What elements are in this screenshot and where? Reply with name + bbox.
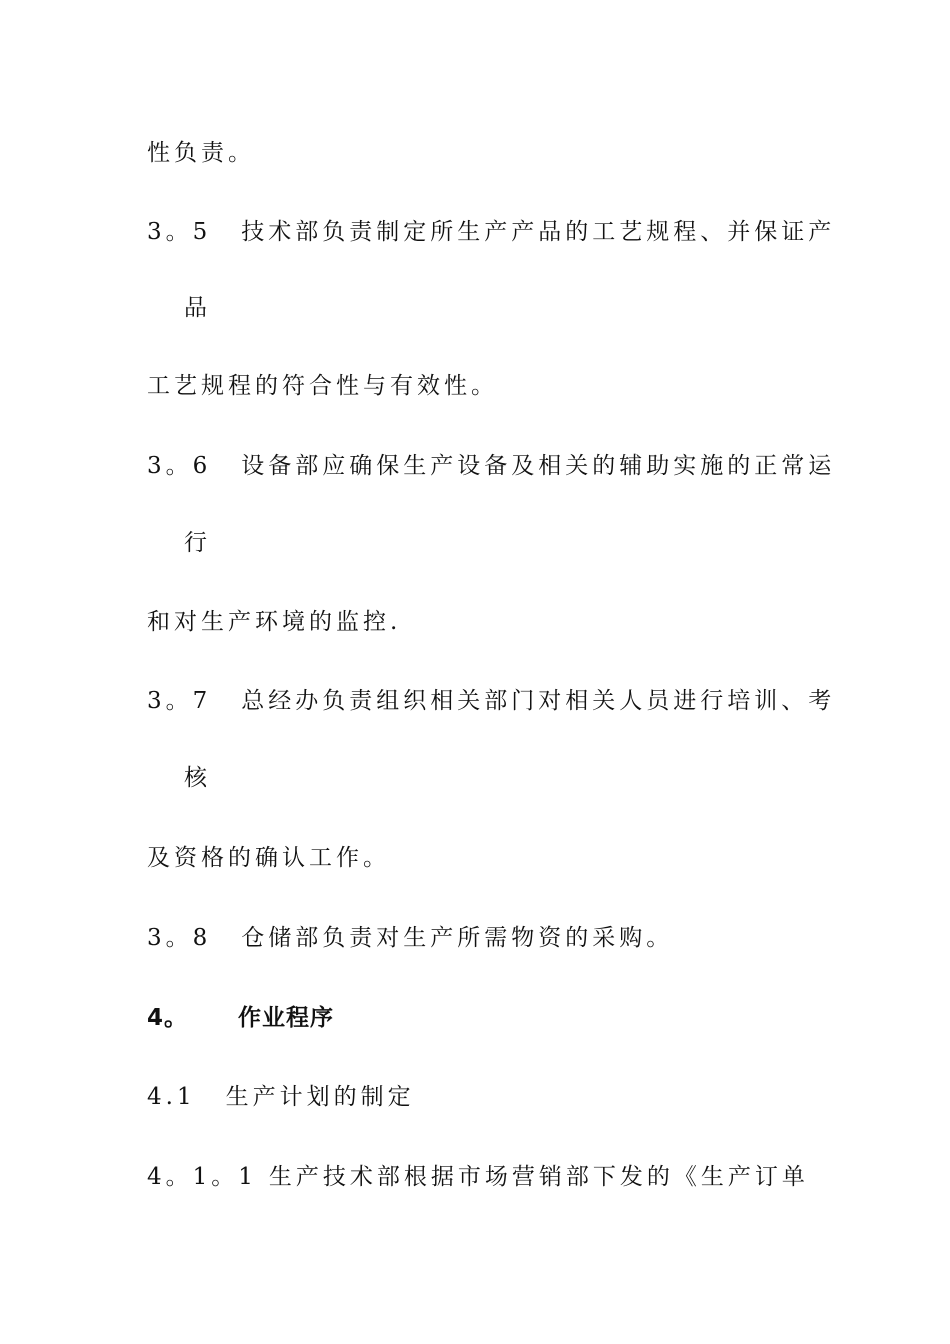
clause-3-7 [147,687,835,715]
clause-text: 生产技术部根据市场营销部下发的《生产订单 [268,1164,809,1190]
clause-3-5 [147,218,835,246]
clause-number: 3。8 [147,925,212,951]
clause-text: 设备部应确保生产设备及相关的辅助实施的正常运 [241,453,836,479]
clause-number: 3。7 [147,688,212,714]
text-line [147,372,498,400]
subsection-4-1 [147,1083,415,1111]
wrapped-char [184,294,211,322]
section-title: 作业程序 [238,1005,335,1031]
clause-text: 总经办负责组织相关部门对相关人员进行培训、考 [241,688,836,714]
line-text: 及资格的确认工作。 [147,845,390,871]
line-text: 行 [184,530,211,556]
text-line [147,608,401,636]
line-text: 和对生产环境的监控. [147,609,402,635]
text-line [147,844,390,872]
clause-3-6 [147,452,835,480]
clause-number: 3。6 [147,453,212,479]
subsection-number: 4.1 [147,1084,196,1110]
clause-text: 仓储部负责对生产所需物资的采购。 [241,925,674,951]
wrapped-char [184,529,211,557]
section-number: 4。 [147,1005,189,1031]
clause-3-8 [147,924,673,952]
line-text: 核 [184,765,211,791]
clause-number: 3。5 [147,219,212,245]
line-text: 性负责。 [147,140,255,166]
text-line [147,139,255,167]
clause-number: 4。1。1 [147,1164,257,1190]
line-text: 工艺规程的符合性与有效性。 [147,373,498,399]
clause-text: 技术部负责制定所生产产品的工艺规程、并保证产 [241,219,836,245]
line-text: 品 [184,295,211,321]
subsection-title: 生产计划的制定 [225,1084,415,1110]
section-heading-4 [147,1004,334,1032]
clause-4-1-1 [147,1163,809,1191]
wrapped-char [184,764,211,792]
